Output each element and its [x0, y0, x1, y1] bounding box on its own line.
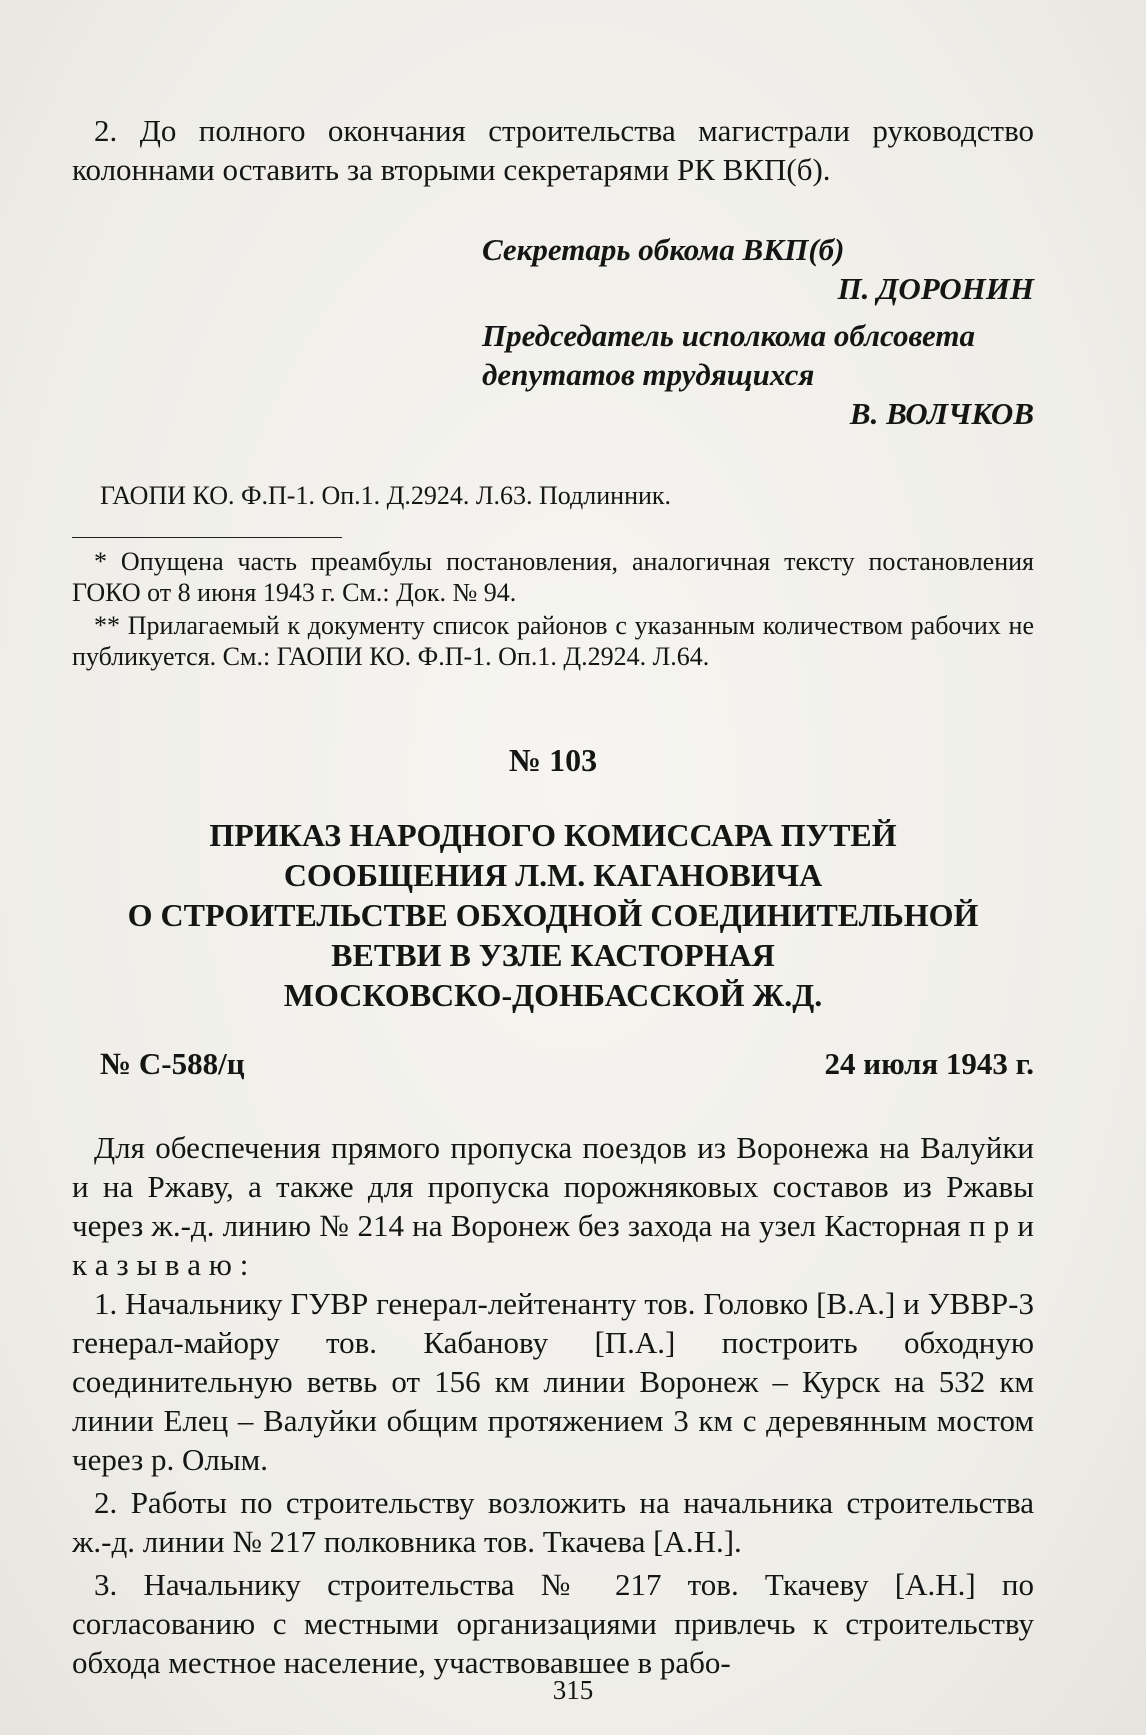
signature-1-title: Секретарь обкома ВКП(б)	[482, 232, 845, 267]
order-paragraph-2: 2. Работы по строительству возложить на начальника строительства ж.-д. линии № 217 полковника тов. Ткачева [А.Н.].	[72, 1485, 1034, 1559]
order-meta	[72, 1046, 1034, 1082]
footnotes	[72, 546, 1034, 672]
footnote-rule	[72, 537, 1034, 538]
order-paragraph-1: 1. Начальнику ГУВР генерал-лейтенанту тов. Головко [В.А.] и УВВР-3 генерал-майору тов. Кабанову [П.А.] построить обходную соединительную ветвь от 156 км линии Воронеж – Курск на 532 км линии Елец – Валуйки общим протяжением 3 км с деревянным мостом через р. Олым.	[72, 1286, 1034, 1477]
footnote-2: ** Прилагаемый к документу список районов с указанным количеством рабочих не публикуется. См.: ГАОПИ КО. Ф.П-1. Оп.1. Д.2924. Л.64.	[72, 611, 1034, 671]
footnote-1: * Опущена часть преамбулы постановления, аналогичная тексту постановления ГОКО от 8 июня 1943 г. См.: Док. № 94.	[72, 547, 1034, 607]
signature-2-title-line1: Председатель исполкома облсовета	[482, 318, 975, 353]
title-line: О СТРОИТЕЛЬСТВЕ ОБХОДНОЙ СОЕДИНИТЕЛЬНОЙ	[127, 897, 979, 933]
signature-1-name: П. ДОРОНИН	[837, 271, 1034, 306]
order-paragraph-3: 3. Начальнику строительства № 217 тов. Ткачеву [А.Н.] по согласованию с местными организациями привлечь к строительству обхода местное население, участвовавшее в рабо-	[72, 1567, 1034, 1680]
order-date: 24 июля 1943 г.	[824, 1046, 1034, 1081]
title-line: МОСКОВСКО-ДОНБАССКОЙ Ж.Д.	[283, 977, 823, 1013]
order-number: № С-588/ц	[100, 1046, 245, 1081]
title-line: ВЕТВИ В УЗЛЕ КАСТОРНАЯ	[331, 937, 775, 973]
order-paragraph-intro: Для обеспечения прямого пропуска поездов из Воронежа на Валуйки и на Ржаву, а также для пропуска порожняковых составов из Ржавы через ж.-д. линию № 214 на Воронеж без захода на узел Касторная п р и к а з ы в а ю :	[72, 1130, 1034, 1282]
archive-source: ГАОПИ КО. Ф.П-1. Оп.1. Д.2924. Л.63. Подлинник.	[100, 481, 672, 510]
signature-block	[72, 230, 1034, 433]
title-line: СООБЩЕНИЯ Л.М. КАГАНОВИЧА	[283, 857, 823, 893]
paragraph-2: 2. До полного окончания строительства магистрали руководство колоннами оставить за вторыми секретарями РК ВКП(б).	[72, 113, 1034, 187]
order-body	[72, 1128, 1034, 1682]
page-number: 315	[552, 1675, 594, 1705]
top-section	[72, 111, 1034, 189]
signature-2-name: В. ВОЛЧКОВ	[849, 396, 1034, 431]
document-title	[72, 815, 1034, 1015]
signature-2-title-line2: депутатов трудящихся	[482, 357, 815, 392]
document-number: № 103	[508, 742, 598, 778]
title-line: ПРИКАЗ НАРОДНОГО КОМИССАРА ПУТЕЙ	[209, 817, 897, 853]
